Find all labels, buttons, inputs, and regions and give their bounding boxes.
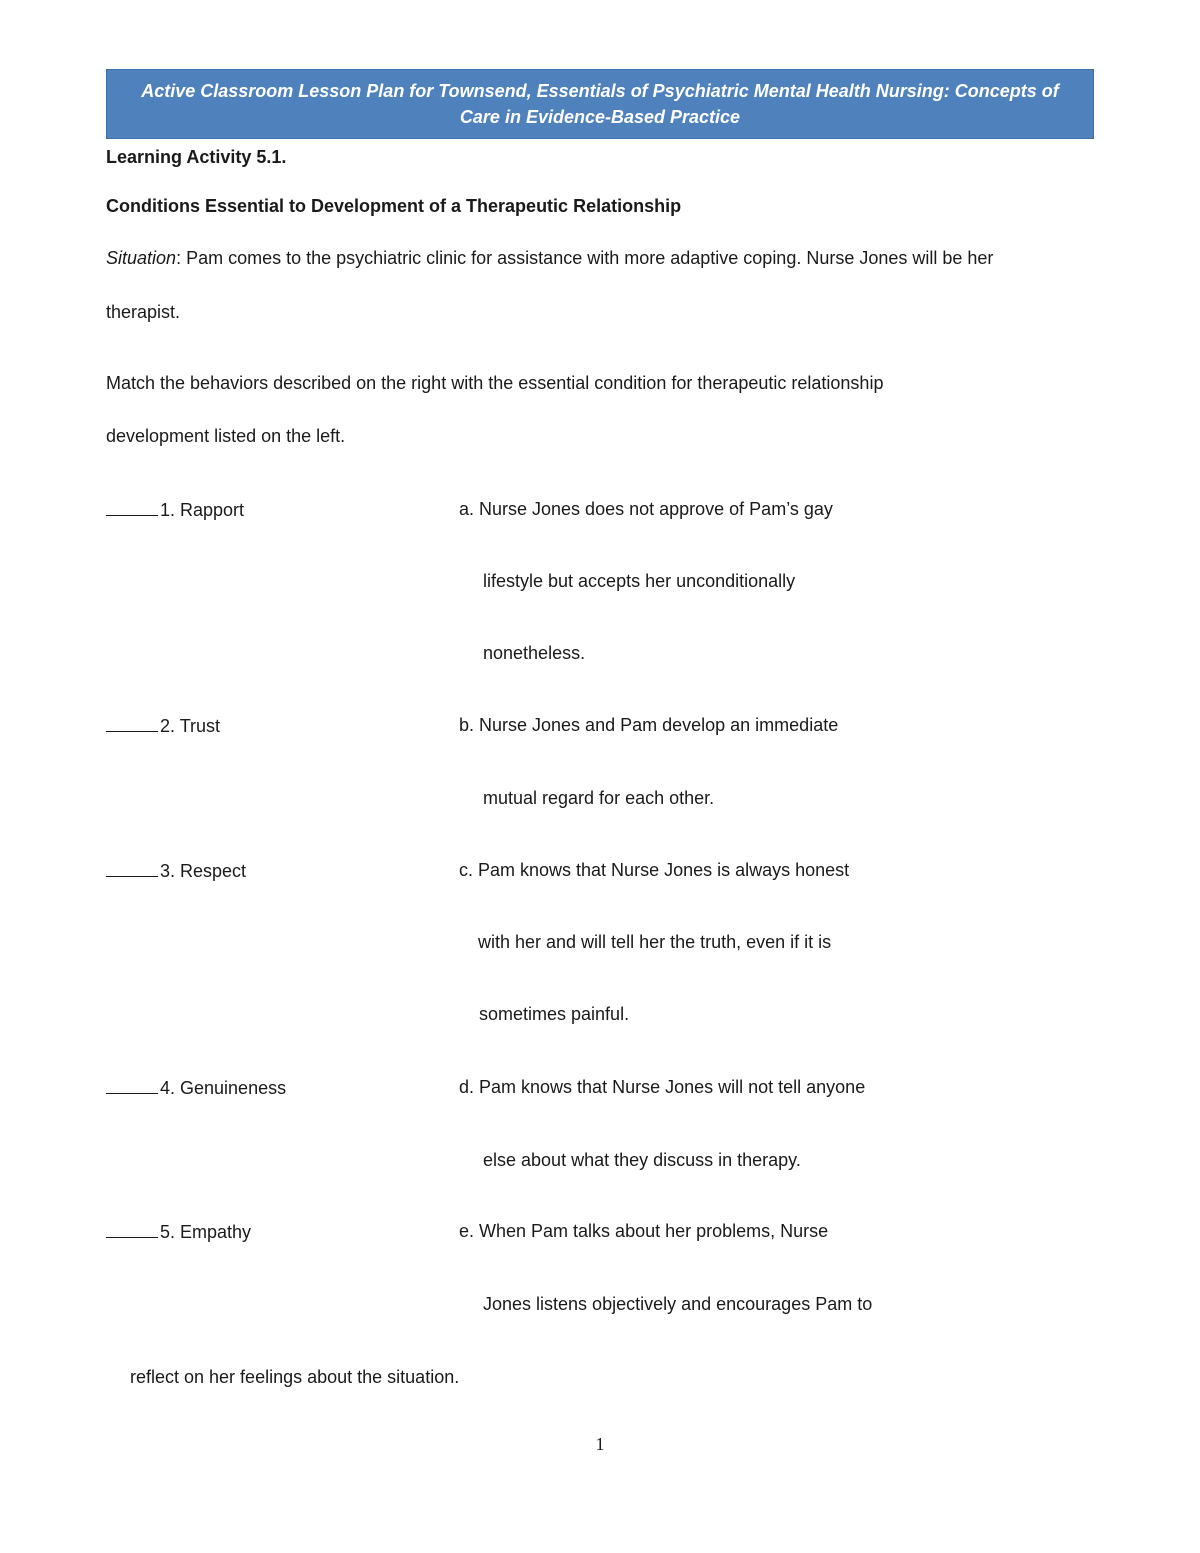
behavior-line: c. Pam knows that Nurse Jones is always honest [459, 860, 850, 880]
header-title: Active Classroom Lesson Plan for Townsend, Essentials of Psychiatric Mental Health Nursing: Concepts of Care in Evidence-Based Practice [141, 81, 1059, 127]
situation-line-2: therapist. [106, 302, 181, 322]
page-number: 1 [595, 1434, 605, 1454]
condition-item [106, 1219, 251, 1244]
activity-title: Conditions Essential to Development of a Therapeutic Relationship [106, 196, 682, 216]
instructions-line-1: Match the behaviors described on the right with the essential condition for therapeutic relationship [106, 373, 884, 393]
behavior-line: reflect on her feelings about the situation. [130, 1367, 460, 1387]
answer-blank[interactable] [106, 713, 158, 732]
behavior-line: nonetheless. [483, 643, 586, 663]
behavior-line: with her and will tell her the truth, even if it is [478, 932, 832, 952]
behavior-line: d. Pam knows that Nurse Jones will not tell anyone [459, 1077, 866, 1097]
behavior-line: mutual regard for each other. [483, 788, 715, 808]
situation-text-1: : Pam comes to the psychiatric clinic for assistance with more adaptive coping. Nurse Jones will be her [176, 248, 994, 268]
behavior-line: a. Nurse Jones does not approve of Pam’s gay [459, 499, 833, 519]
situation-label: Situation [106, 248, 177, 268]
behavior-line: lifestyle but accepts her unconditionally [483, 571, 796, 591]
condition-item [106, 858, 246, 883]
instructions-line-2: development listed on the left. [106, 426, 346, 446]
condition-label: 4. Genuineness [160, 1078, 287, 1098]
condition-label: 3. Respect [160, 861, 247, 881]
behavior-line: else about what they discuss in therapy. [483, 1150, 801, 1170]
situation-line-1 [106, 246, 993, 270]
answer-blank[interactable] [106, 858, 158, 877]
behavior-line: Jones listens objectively and encourages Pam to [483, 1294, 873, 1314]
condition-item [106, 713, 220, 738]
answer-blank[interactable] [106, 1219, 158, 1238]
condition-label: 2. Trust [160, 716, 221, 736]
behavior-line: b. Nurse Jones and Pam develop an immediate [459, 715, 839, 735]
activity-label: Learning Activity 5.1. [106, 147, 287, 167]
answer-blank[interactable] [106, 497, 158, 516]
condition-item [106, 1075, 286, 1100]
behavior-line: sometimes painful. [479, 1004, 630, 1024]
condition-label: 1. Rapport [160, 500, 245, 520]
header-banner [106, 69, 1094, 139]
condition-item [106, 497, 244, 522]
answer-blank[interactable] [106, 1075, 158, 1094]
condition-label: 5. Empathy [160, 1222, 252, 1242]
behavior-line: e. When Pam talks about her problems, Nurse [459, 1221, 829, 1241]
